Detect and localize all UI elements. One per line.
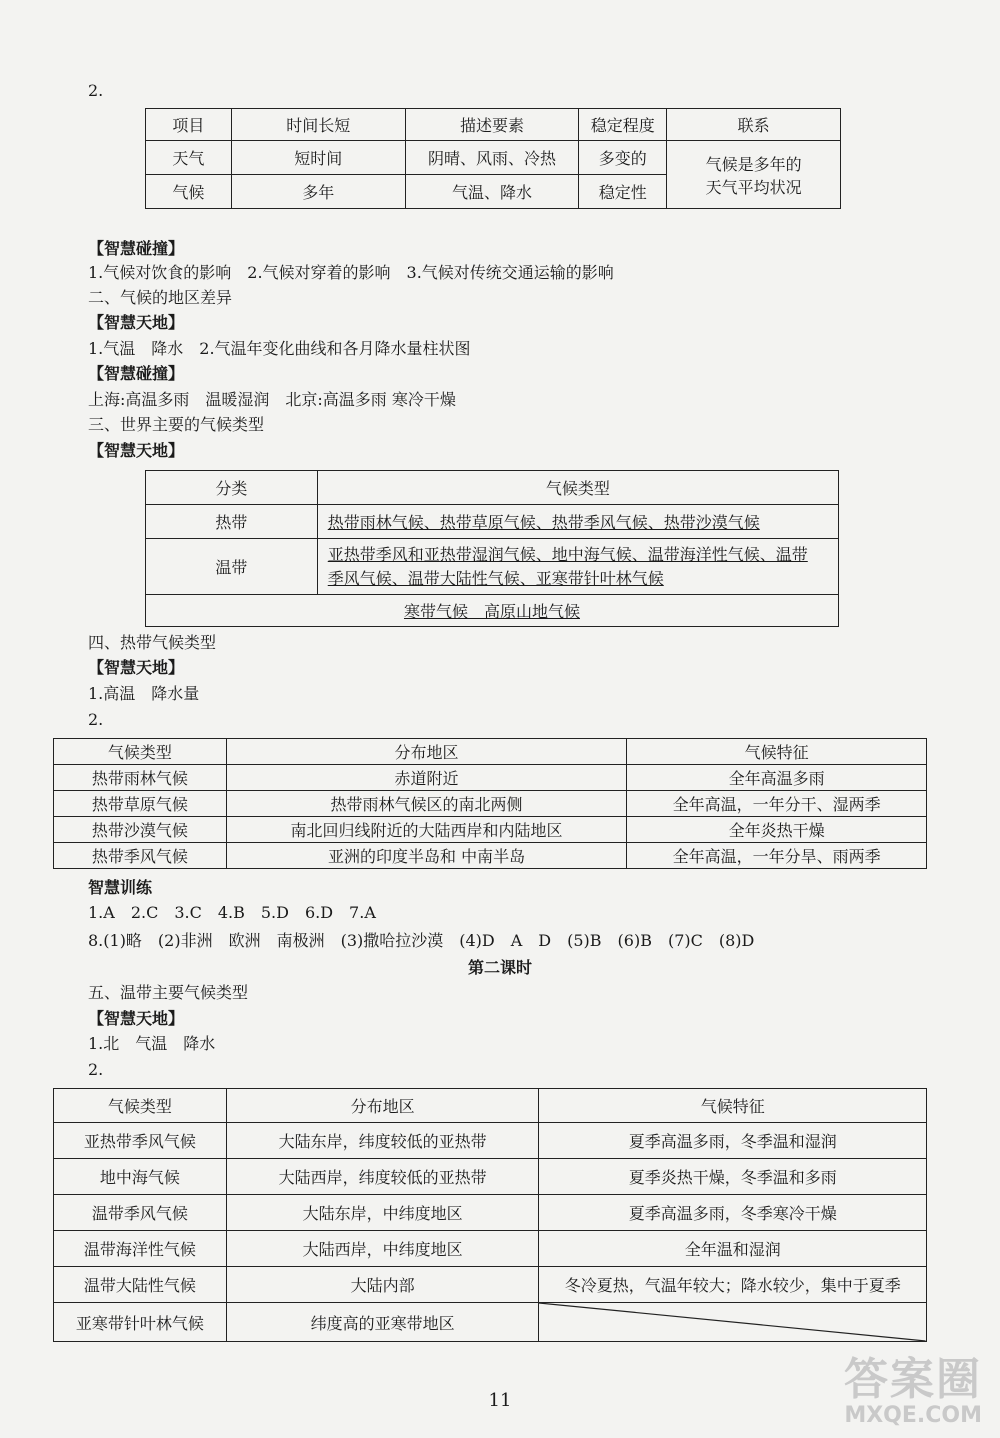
types-text: 热带雨林气候、热带草原气候、热带季风气候、热带沙漠气候 <box>327 513 760 532</box>
table-cell: 地中海气候 <box>54 1159 227 1195</box>
header-cell: 分布地区 <box>226 1089 539 1123</box>
table-cell: 亚洲的印度半岛和 中南半岛 <box>226 843 627 869</box>
question-number: 2. <box>88 1060 104 1079</box>
answer-line: 1.气温 降水 2.气温年变化曲线和各月降水量柱状图 <box>88 339 471 358</box>
types-cell <box>317 505 838 539</box>
relation-cell <box>667 141 841 209</box>
table-cell: 赤道附近 <box>226 765 627 791</box>
training-heading: 智慧训练 <box>88 878 153 897</box>
header-cell: 气候特征 <box>539 1089 927 1123</box>
climate-types-table <box>145 470 839 627</box>
table-cell: 亚寒带针叶林气候 <box>54 1303 227 1342</box>
table-cell: 热带雨林气候区的南北两侧 <box>226 791 627 817</box>
header-cell: 气候类型 <box>317 471 838 505</box>
table-cell: 冬冷夏热，气温年较大；降水较少，集中于夏季 <box>539 1267 927 1303</box>
question-number: 2. <box>88 81 104 100</box>
table-cell: 大陆东岸，中纬度地区 <box>226 1195 539 1231</box>
table-cell: 全年高温，一年分干、湿两季 <box>627 791 927 817</box>
header-cell: 项目 <box>146 109 232 141</box>
header-cell: 分类 <box>146 471 318 505</box>
question-number: 2. <box>88 710 104 729</box>
table-cell: 多年 <box>231 175 405 209</box>
category-cell: 温带 <box>146 539 318 595</box>
table-cell: 气候 <box>146 175 232 209</box>
section-heading: 【智慧天地】 <box>88 313 185 332</box>
table-cell: 气温、降水 <box>405 175 579 209</box>
section-heading: 【智慧天地】 <box>88 441 185 460</box>
answer-line: 1.气候对饮食的影响 2.气候对穿着的影响 3.气候对传统交通运输的影响 <box>88 263 614 282</box>
table-cell: 夏季高温多雨，冬季温和湿润 <box>539 1123 927 1159</box>
table-cell: 全年温和湿润 <box>539 1231 927 1267</box>
section-heading: 【智慧天地】 <box>88 1009 185 1028</box>
relation-line: 气候是多年的 <box>705 154 802 174</box>
watermark-title: 答案圈 <box>844 1354 982 1405</box>
table-cell: 稳定性 <box>579 175 667 209</box>
table-cell: 夏季高温多雨，冬季寒冷干燥 <box>539 1195 927 1231</box>
category-cell: 热带 <box>146 505 318 539</box>
temperate-climate-table <box>53 1088 927 1342</box>
diagonal-line <box>539 1303 926 1341</box>
watermark-logo <box>844 1356 982 1428</box>
header-cell: 气候特征 <box>627 739 927 765</box>
answer-line: 1.A 2.C 3.C 4.B 5.D 6.D 7.A <box>88 903 376 922</box>
table-cell: 热带雨林气候 <box>54 765 227 791</box>
header-cell: 气候类型 <box>54 739 227 765</box>
section-heading: 【智慧碰撞】 <box>88 364 185 383</box>
header-cell: 描述要素 <box>405 109 579 141</box>
types-cell <box>317 539 838 595</box>
section-heading: 【智慧天地】 <box>88 658 185 677</box>
table-cell: 夏季炎热干燥，冬季温和多雨 <box>539 1159 927 1195</box>
types-text: 季风气候、温带大陆性气候、亚寒带针叶林气候 <box>327 568 664 588</box>
table-cell: 全年炎热干燥 <box>627 817 927 843</box>
table-cell: 大陆西岸，中纬度地区 <box>226 1231 539 1267</box>
section-title: 五、温带主要气候类型 <box>88 983 249 1002</box>
answer-line: 1.高温 降水量 <box>88 684 200 703</box>
relation-line: 天气平均状况 <box>705 177 802 197</box>
table-cell: 温带季风气候 <box>54 1195 227 1231</box>
bottom-cell <box>146 595 839 627</box>
table-cell: 天气 <box>146 141 232 175</box>
bottom-text: 寒带气候 高原山地气候 <box>403 602 580 621</box>
table-cell: 大陆内部 <box>226 1267 539 1303</box>
table-cell: 全年高温，一年分旱、雨两季 <box>627 843 927 869</box>
table-cell: 温带海洋性气候 <box>54 1231 227 1267</box>
table-cell: 南北回归线附近的大陆西岸和内陆地区 <box>226 817 627 843</box>
header-cell: 稳定程度 <box>579 109 667 141</box>
header-cell: 分布地区 <box>226 739 627 765</box>
lesson-title: 第二课时 <box>467 958 532 977</box>
header-cell: 联系 <box>667 109 841 141</box>
page-number: 11 <box>488 1390 512 1411</box>
table-cell: 热带沙漠气候 <box>54 817 227 843</box>
table-cell: 亚热带季风气候 <box>54 1123 227 1159</box>
answer-line: 上海:高温多雨 温暖湿润 北京:高温多雨 寒冷干燥 <box>88 390 456 409</box>
table-cell: 全年高温多雨 <box>627 765 927 791</box>
table-cell: 热带季风气候 <box>54 843 227 869</box>
empty-diagonal-cell <box>539 1303 927 1342</box>
section-heading: 【智慧碰撞】 <box>88 239 185 258</box>
answer-line: 1.北 气温 降水 <box>88 1034 216 1053</box>
table-cell: 阴晴、风雨、冷热 <box>405 141 579 175</box>
table-cell: 热带草原气候 <box>54 791 227 817</box>
section-title: 四、热带气候类型 <box>88 633 217 652</box>
watermark-url: MXQE.COM <box>844 1403 982 1428</box>
section-title: 二、气候的地区差异 <box>88 288 233 307</box>
header-cell: 气候类型 <box>54 1089 227 1123</box>
tropical-climate-table <box>53 738 927 869</box>
table-cell: 短时间 <box>231 141 405 175</box>
answer-line: 8.(1)略 (2)非洲 欧洲 南极洲 (3)撒哈拉沙漠 (4)D A D (5)B (6)B (7)C (8)D <box>88 931 755 950</box>
section-title: 三、世界主要的气候类型 <box>88 415 265 434</box>
table-cell: 大陆西岸，纬度较低的亚热带 <box>226 1159 539 1195</box>
types-text: 亚热带季风和亚热带湿润气候、地中海气候、温带海洋性气候、温带 <box>327 544 808 564</box>
table-cell: 温带大陆性气候 <box>54 1267 227 1303</box>
table-cell: 多变的 <box>579 141 667 175</box>
weather-climate-table <box>145 108 841 209</box>
header-cell: 时间长短 <box>231 109 405 141</box>
table-cell: 纬度高的亚寒带地区 <box>226 1303 539 1342</box>
table-cell: 大陆东岸，纬度较低的亚热带 <box>226 1123 539 1159</box>
